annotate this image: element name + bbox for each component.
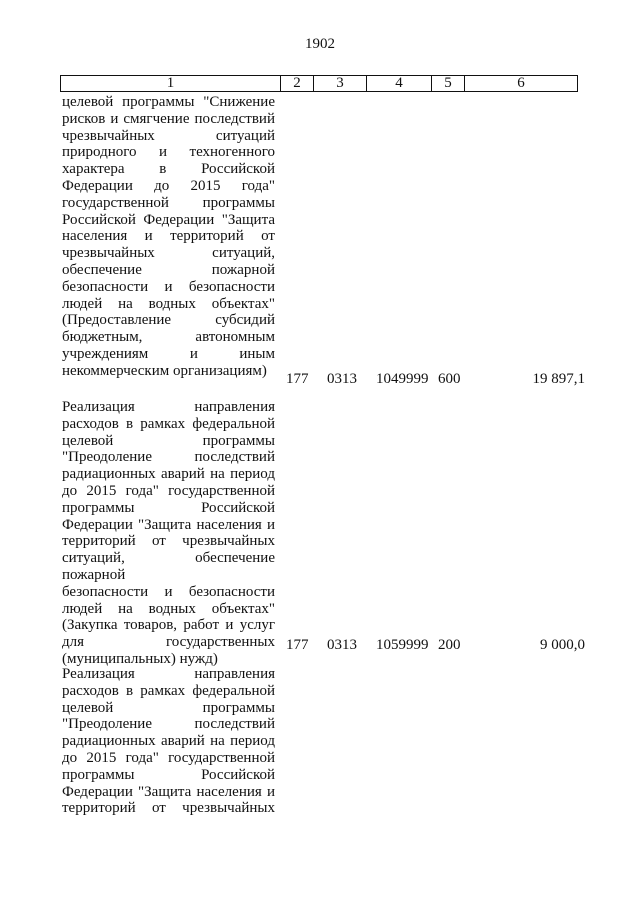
description-line: населения и территорий от <box>62 228 275 245</box>
description-line: "Преодоление последствий <box>62 449 275 466</box>
table-cell-target-article: 1049999 <box>376 371 429 387</box>
column-header-3: 3 <box>313 76 366 91</box>
table-row-description <box>62 399 275 668</box>
description-line: государственной программы <box>62 194 275 211</box>
description-line: людей на водных объектах" <box>62 600 275 617</box>
table-cell-expense-type: 600 <box>438 371 461 387</box>
description-line: для государственных <box>62 634 275 651</box>
description-line: Федерации "Защита населения и <box>62 783 275 800</box>
description-line: (Закупка товаров, работ и услуг <box>62 617 275 634</box>
table-row-description <box>62 666 275 817</box>
column-header-4: 4 <box>366 76 431 91</box>
description-line: радиационных аварий на период <box>62 466 275 483</box>
description-line: территорий от чрезвычайных <box>62 533 275 550</box>
description-line: (Предоставление субсидий <box>62 312 275 329</box>
description-line: расходов в рамках федеральной <box>62 682 275 699</box>
description-line: природного и техногенного <box>62 144 275 161</box>
column-header-5: 5 <box>431 76 464 91</box>
description-line: Федерации "Защита населения и <box>62 516 275 533</box>
column-header-1: 1 <box>166 75 175 91</box>
description-line: учреждениям и иным <box>62 345 275 362</box>
table-cell-target-article: 1059999 <box>376 637 429 653</box>
description-line: радиационных аварий на период <box>62 733 275 750</box>
description-line: безопасности и безопасности <box>62 583 275 600</box>
description-line: расходов в рамках федеральной <box>62 415 275 432</box>
description-line: Реализация направления <box>62 399 275 415</box>
description-line: Российской Федерации "Защита <box>62 211 275 228</box>
description-line: людей на водных объектах" <box>62 295 275 312</box>
table-cell-amount: 9 000,0 <box>540 637 585 653</box>
table-cell-expense-type: 200 <box>438 637 461 653</box>
description-line: программы Российской <box>62 499 275 516</box>
table-cell-ministry: 177 <box>286 637 309 653</box>
description-line: безопасности и безопасности <box>62 278 275 295</box>
description-line: бюджетным, автономным <box>62 329 275 346</box>
description-line: характера в Российской <box>62 161 275 178</box>
description-line: территорий от чрезвычайных <box>62 800 275 817</box>
table-cell-section: 0313 <box>327 371 357 387</box>
description-line: целевой программы "Снижение <box>62 94 275 110</box>
column-header-6: 6 <box>464 76 577 91</box>
description-line: рисков и смягчение последствий <box>62 110 275 127</box>
table-cell-section: 0313 <box>327 637 357 653</box>
description-line: программы Российской <box>62 766 275 783</box>
description-line: до 2015 года" государственной <box>62 482 275 499</box>
description-line: "Преодоление последствий <box>62 716 275 733</box>
table-row-description <box>62 94 275 380</box>
description-line: целевой программы <box>62 699 275 716</box>
description-line: целевой программы <box>62 432 275 449</box>
description-line: обеспечение пожарной <box>62 261 275 278</box>
column-header-2: 2 <box>280 76 313 91</box>
description-line: ситуаций, обеспечение пожарной <box>62 550 275 583</box>
description-line: Реализация направления <box>62 666 275 682</box>
description-line: Федерации до 2015 года" <box>62 177 275 194</box>
table-cell-ministry: 177 <box>286 371 309 387</box>
page-number: 1902 <box>305 36 335 52</box>
description-line: чрезвычайных ситуаций <box>62 127 275 144</box>
description-line: некоммерческим организациям) <box>62 362 267 379</box>
description-line: (муниципальных) нужд) <box>62 650 218 667</box>
table-cell-amount: 19 897,1 <box>532 371 585 387</box>
description-line: чрезвычайных ситуаций, <box>62 245 275 262</box>
description-line: до 2015 года" государственной <box>62 749 275 766</box>
table-header <box>60 75 578 92</box>
